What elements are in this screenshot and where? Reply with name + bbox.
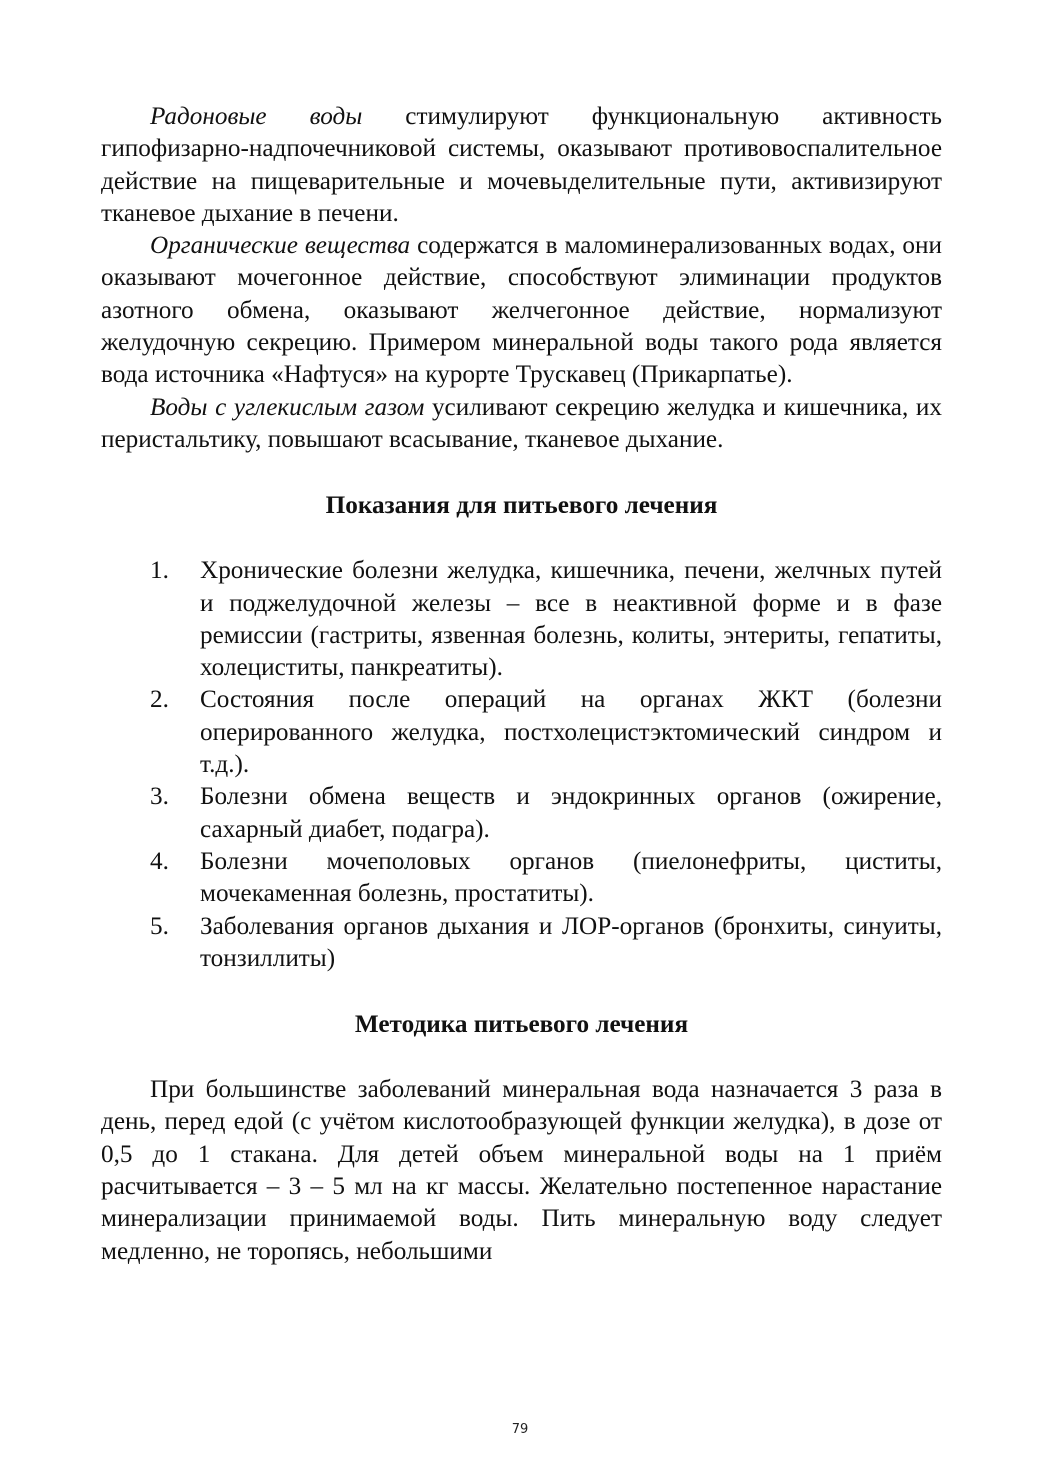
paragraph-text: стимулируют функциональную активность гипофизарно-надпочечниковой системы, оказывают противовоспалительное действие на пищеварительные и мочевыделительные пути, активизируют тканевое дыхание в печени.	[101, 103, 942, 227]
list-item-number: 5.	[150, 912, 169, 940]
list-item-text: Заболевания органов дыхания и ЛОР-органов (бронхиты, синуиты, тонзиллиты)	[200, 912, 942, 972]
paragraph-lead: Радоновые воды	[150, 103, 363, 130]
list-item-number: 1.	[150, 557, 169, 585]
list-item-text: Болезни мочеполовых органов (пиелонефриты, циститы, мочекаменная болезнь, простатиты).	[200, 847, 942, 908]
list-item	[101, 781, 942, 846]
list-item	[101, 684, 942, 781]
indications-list	[101, 555, 942, 975]
list-item-number: 3.	[150, 783, 169, 811]
paragraph-text: усиливают секрецию желудка и кишечника, их перистальтику, повышают всасывание, тканевое дыхание.	[101, 393, 942, 453]
paragraph-organic	[101, 230, 942, 391]
paragraph-carbonic	[101, 392, 942, 457]
list-item	[101, 911, 942, 976]
list-item-number: 2.	[150, 686, 169, 714]
paragraph-radon	[101, 101, 942, 230]
page-content	[101, 101, 942, 1268]
list-item	[101, 555, 942, 684]
section-heading-indications: Показания для питьевого лечения	[325, 492, 718, 520]
list-item-text: Хронические болезни желудка, кишечника, печени, желчных путей и поджелудочной железы – все в неактивной форме и в фазе ремиссии (гастриты, язвенная болезнь, колиты, энтериты, гепатиты, холециститы, панкреатиты).	[200, 557, 942, 682]
paragraph-text: содержатся в маломинерализованных водах, они оказывают мочегонное действие, способствуют элиминации продуктов азотного обмена, оказывают желчегонное действие, нормализуют желудочную секрецию. Примером минеральной воды такого рода является вода источника «Нафтуся» на курорте Трускавец (Прикарпатье).	[101, 232, 942, 389]
list-item-text: Состояния после операций на органах ЖКТ (болезни оперированного желудка, постхолецистэктомический синдром и т.д.).	[200, 686, 942, 779]
list-item-text: Болезни обмена веществ и эндокринных органов (ожирение, сахарный диабет, подагра).	[200, 783, 942, 843]
paragraph-lead: Воды с углекислым газом	[150, 393, 425, 421]
paragraph-method: При большинстве заболеваний минеральная вода назначается 3 раза в день, перед едой (с учётом кислотообразующей функции желудка), в дозе от 0,5 до 1 стакана. Для детей объем минеральной воды на 1 приём расчитывается – 3 – 5 мл на кг массы. Желательно постепенное нарастание минерализации принимаемой воды. Пить минеральную воду следует медленно, не торопясь, небольшими	[101, 1076, 942, 1265]
section-heading-method: Методика питьевого лечения	[354, 1011, 689, 1039]
page-number: 79	[511, 1422, 529, 1437]
list-item-number: 4.	[150, 847, 169, 875]
list-item	[101, 846, 942, 911]
paragraph-lead: Органические вещества	[150, 232, 411, 260]
